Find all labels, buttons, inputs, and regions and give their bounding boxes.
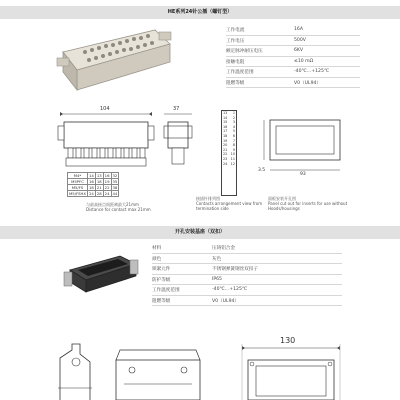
spec-label: 接触电阻	[226, 59, 245, 65]
pin-number: 24	[223, 161, 228, 166]
dimension-table	[67, 172, 119, 197]
table-cell: 24	[104, 191, 110, 196]
pin-number: 14	[223, 115, 228, 120]
pin-number: 10	[230, 152, 235, 157]
table-cell: 24	[88, 191, 94, 196]
spec-label: 工作电压	[226, 38, 245, 44]
spec-label: 工作温度范围	[226, 70, 254, 75]
housing-side-drawing	[54, 340, 204, 400]
pin-number: 20	[223, 143, 228, 148]
spec-value: V0（UL94）	[212, 298, 240, 304]
pin-number: 19	[223, 138, 228, 143]
spec-row	[226, 46, 360, 57]
spec-value: 压铸铝合金	[212, 246, 235, 251]
spec-label: 阻燃等级	[226, 80, 245, 86]
pin-number: 22	[223, 152, 228, 157]
spec-label: 工作温度范围	[152, 288, 180, 293]
wire-note	[86, 202, 151, 212]
cutout-dim-w: 93	[300, 172, 306, 177]
spec-value: 不锈钢弹簧钢丝双扣子	[212, 267, 258, 272]
spec-label: 锁紧元件	[152, 267, 171, 272]
spec-value: 6KV	[294, 48, 304, 53]
spec-label: 工作电流	[226, 28, 245, 33]
pin-row	[222, 162, 236, 167]
table-cell: M4*	[68, 173, 88, 179]
spec-value: IP65	[212, 276, 222, 282]
table-cell: M5/FS	[68, 185, 88, 191]
table-cell: 14	[88, 173, 94, 178]
pin-number: 13	[223, 111, 228, 115]
section2-title: 开孔安装基座（双扣）	[0, 226, 400, 239]
wire-note-cn: 与最高接点间距离最大21mm	[86, 202, 139, 207]
pin-number: 21	[223, 147, 228, 152]
spec-label: 阻燃等级	[152, 298, 171, 304]
pin-number: 15	[223, 120, 228, 125]
spec-row	[226, 57, 360, 68]
table-cell: 44	[112, 191, 118, 196]
pin-number: 4	[232, 124, 235, 129]
table-cell: 22	[104, 185, 110, 190]
pin-number: 3	[232, 120, 235, 125]
pin-number: 5	[232, 129, 235, 134]
cutout-note	[268, 196, 356, 211]
table-cell: 32	[112, 173, 118, 178]
spec-value: -40℃…+125℃	[294, 69, 330, 74]
table-cell: 18	[96, 179, 102, 184]
dim-130-label: 130	[280, 336, 296, 345]
pin-number: 1	[232, 111, 235, 115]
table-cell: 13	[96, 173, 102, 178]
spec-row	[152, 296, 342, 307]
spec-row	[152, 285, 342, 296]
spec-row	[152, 254, 342, 265]
spec-row	[152, 243, 342, 254]
pin-number: 17	[223, 129, 228, 134]
spec-row	[152, 264, 342, 275]
table-cell: 16	[104, 173, 110, 178]
terminal-note-cn: 接插针排列图	[196, 196, 220, 201]
spec-value: 500V	[294, 37, 306, 43]
spec-label: 材料	[152, 246, 162, 251]
table-cell: 16	[88, 179, 94, 184]
spec-row	[226, 36, 360, 47]
table-cell: 38	[112, 185, 118, 190]
pin-number: 16	[223, 124, 228, 129]
terminal-note	[196, 196, 276, 211]
spec-value: 灰色	[212, 256, 222, 262]
spec-label: 额定脉冲耐压电压	[226, 49, 263, 54]
pin-number: 11	[230, 156, 235, 161]
pin-arrangement	[221, 110, 237, 196]
table-cell: 19	[104, 179, 110, 184]
spec-value: 16A	[294, 27, 303, 32]
cutout-note-en: Panel cut out for inserts for use without Hoods/housings	[268, 201, 348, 211]
spec-label: 防护等级	[152, 277, 171, 283]
spec-row	[152, 275, 342, 286]
cutout-note-cn: 面板安装开孔图	[268, 196, 296, 201]
spec-value: -40℃…+125℃	[212, 287, 248, 292]
table-cell: 28	[96, 191, 102, 196]
pin-number: 12	[230, 161, 235, 166]
table-cell: M5/FSHX	[69, 191, 86, 196]
pin-number: 8	[232, 143, 235, 148]
spec-label: 颜色	[152, 256, 162, 262]
housing-base-photo	[60, 250, 140, 302]
spec-value: ≤10 mΩ	[294, 58, 314, 64]
pin-number: 2	[232, 115, 235, 120]
table-cell: 35	[112, 179, 118, 184]
spec-table-1	[226, 25, 360, 88]
pin-number: 7	[232, 138, 235, 143]
table-cell: 21	[96, 185, 102, 190]
cutout-dim-h: 3.5	[258, 168, 266, 173]
spec-table-2	[152, 243, 342, 306]
spec-row	[226, 67, 360, 78]
dim-side-label: 37	[173, 106, 180, 112]
pin-number: 23	[223, 156, 228, 161]
dim-width-label: 104	[100, 106, 110, 112]
insert-photo	[55, 22, 175, 102]
pin-number: 18	[223, 133, 228, 138]
insert-side-drawing	[160, 108, 196, 170]
spec-row	[226, 78, 360, 89]
spec-value: V0（UL94）	[294, 80, 322, 86]
spec-row	[226, 25, 360, 36]
pin-number: 9	[232, 147, 235, 152]
table-row	[68, 191, 119, 197]
terminal-note-en: Contacts arrangement view from termination side	[196, 201, 263, 211]
section1-title: HE系列24针公插（螺钉型）	[0, 6, 400, 19]
pin-number: 6	[232, 133, 235, 138]
table-cell: 18	[88, 185, 94, 190]
insert-front-drawing	[56, 108, 156, 170]
wire-note-en: Distance for contact max 21mm	[86, 207, 151, 212]
table-cell: M5PFC	[68, 179, 88, 185]
